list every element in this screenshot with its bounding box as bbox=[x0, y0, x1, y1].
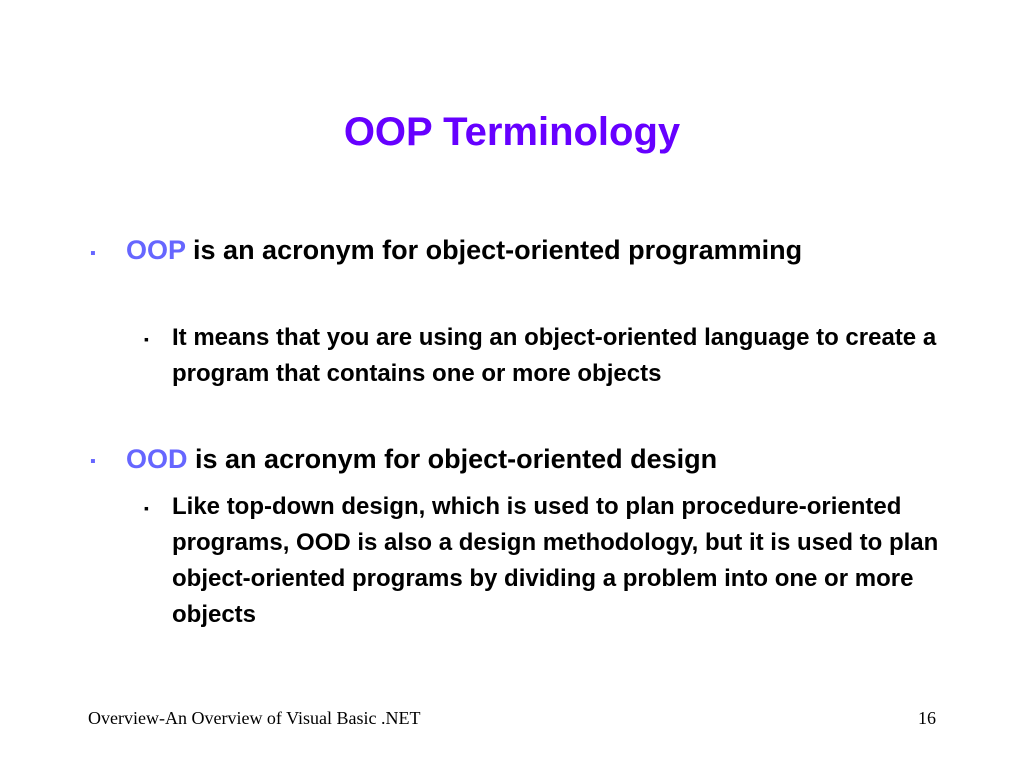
term-oop: OOP bbox=[126, 235, 186, 265]
bullet-ood-text: is an acronym for object-oriented design bbox=[187, 444, 718, 474]
sub-bullet-marker-icon: ▪ bbox=[144, 500, 149, 516]
sub-bullet-oop: It means that you are using an object-oriented language to create a program that contains one or more objects bbox=[172, 324, 937, 387]
bullet-ood bbox=[126, 439, 886, 479]
bullet-oop bbox=[126, 230, 886, 270]
term-ood: OOD bbox=[126, 444, 188, 474]
footer-title: Overview-An Overview of Visual Basic .NET bbox=[88, 708, 421, 728]
bullet-marker-icon: ▪ bbox=[90, 453, 96, 470]
sub-bullet-marker-icon: ▪ bbox=[144, 331, 149, 347]
bullet-oop-text: is an acronym for object-oriented programming bbox=[185, 235, 803, 265]
slide-title: OOP Terminology bbox=[343, 110, 681, 154]
page-number: 16 bbox=[918, 708, 936, 728]
bullet-marker-icon: ▪ bbox=[90, 245, 96, 262]
sub-bullet-ood: Like top-down design, which is used to plan procedure-oriented programs, OOD is also a design methodology, but it is used to plan object-oriented programs by dividing a problem into one or more objects bbox=[172, 493, 939, 628]
